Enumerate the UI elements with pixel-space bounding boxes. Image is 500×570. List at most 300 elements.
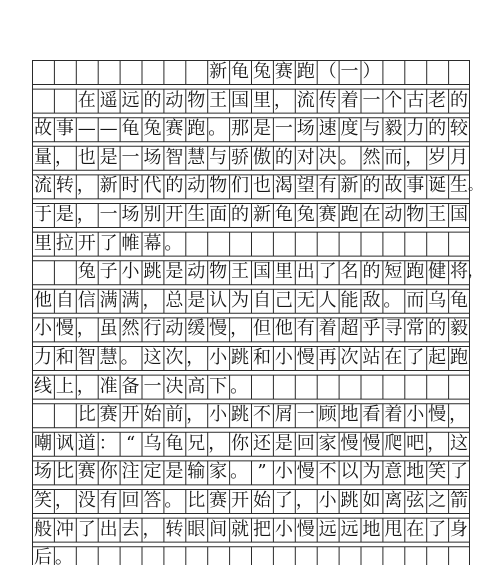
grid-cell: 们 — [231, 175, 250, 197]
grid-cell: ， — [54, 490, 73, 511]
grid-cell: 次 — [165, 347, 184, 368]
grid-cell: ， — [295, 490, 314, 511]
grid-cell — [339, 232, 361, 256]
grid-cell: 龟 — [231, 61, 250, 82]
grid-cell: 不 — [252, 404, 271, 426]
grid-cell: 跑 — [340, 204, 359, 225]
grid-cell: 力 — [406, 118, 425, 140]
grid-cell: 注 — [121, 461, 140, 483]
grid-cell: ， — [449, 404, 468, 426]
grid-cell: 出 — [296, 261, 315, 283]
grid-cell: 。 — [383, 289, 402, 311]
grid-cell: 古 — [406, 89, 425, 111]
grid-cell: 回 — [296, 432, 315, 454]
grid-cell: 别 — [143, 204, 162, 225]
grid-cell: 超 — [340, 318, 359, 340]
grid-cell: 输 — [187, 461, 206, 483]
grid-row — [32, 89, 470, 113]
margin-overflow-char: 。 — [467, 178, 482, 195]
grid-cell: 兔 — [252, 61, 271, 82]
grid-cell: 慢 — [296, 347, 315, 368]
grid-cell: 傲 — [252, 146, 271, 168]
grid-cell: 力 — [33, 347, 52, 368]
grid-cell: 虽 — [99, 318, 118, 340]
grid-cell — [404, 60, 426, 84]
grid-cell: 王 — [428, 204, 447, 225]
grid-cell: ： — [98, 432, 117, 454]
grid-cell: 。 — [54, 547, 73, 569]
grid-cell: 了 — [406, 347, 425, 368]
grid-cell: 比 — [77, 404, 96, 426]
grid-cell: 一 — [143, 375, 162, 397]
grid-cell: 道 — [77, 432, 96, 454]
grid-cell: 代 — [143, 175, 162, 197]
grid-cell: 然 — [121, 318, 140, 340]
grid-cell: 赛 — [165, 118, 184, 140]
grid-cell: 吧 — [406, 432, 425, 454]
grid-cell: 龟 — [165, 432, 184, 454]
grid-cell — [251, 546, 273, 570]
grid-cell — [207, 232, 229, 256]
grid-cell — [404, 546, 426, 570]
grid-cell: 跳 — [143, 261, 162, 283]
grid-cell: — — [99, 118, 118, 140]
grid-cell: 自 — [55, 289, 74, 311]
grid-cell: 自 — [252, 289, 271, 311]
grid-cell: 就 — [231, 518, 250, 540]
grid-cell: 是 — [274, 432, 293, 454]
grid-cell: 看 — [362, 404, 381, 426]
grid-cell — [426, 232, 448, 256]
grid-cell: 于 — [33, 204, 52, 225]
grid-cell: 。 — [230, 375, 249, 397]
grid-cell — [361, 546, 383, 570]
grid-cell: 物 — [209, 261, 228, 283]
grid-cell — [317, 375, 339, 399]
grid-cell: 跑 — [406, 261, 425, 283]
grid-cell — [382, 232, 404, 256]
grid-cell: 以 — [340, 461, 359, 483]
grid-cell: 慢 — [209, 318, 228, 340]
grid-cell: 爬 — [384, 432, 403, 454]
grid-cell — [426, 375, 448, 399]
grid-cell: 岁 — [428, 146, 447, 168]
grid-cell — [120, 60, 142, 84]
grid-cell: 他 — [33, 289, 52, 311]
grid-cell — [426, 546, 448, 570]
grid-cell: 月 — [450, 146, 469, 168]
grid-cell: 赛 — [77, 461, 96, 483]
grid-cell: 生 — [450, 175, 469, 197]
grid-cell: 也 — [252, 175, 271, 197]
grid-cell: 故 — [384, 175, 403, 197]
grid-cell: 人 — [318, 289, 337, 311]
grid-cell: 的 — [428, 118, 447, 140]
grid-cell: 眼 — [187, 518, 206, 540]
grid-cell — [404, 375, 426, 399]
grid-cell: 物 — [187, 89, 206, 111]
grid-row — [32, 317, 470, 341]
grid-cell: 一 — [340, 61, 359, 82]
grid-cell: ， — [186, 404, 205, 426]
grid-cell: 前 — [165, 404, 184, 426]
grid-cell: 是 — [187, 289, 206, 311]
grid-cell: 场 — [121, 204, 140, 225]
grid-cell — [361, 375, 383, 399]
grid-cell: 比 — [187, 490, 206, 511]
grid-cell: 回 — [121, 490, 140, 511]
grid-cell: 赛 — [99, 404, 118, 426]
grid-cell: 与 — [362, 118, 381, 140]
grid-cell — [32, 403, 54, 427]
grid-cell: 远 — [121, 89, 140, 111]
grid-cell: 那 — [231, 118, 250, 140]
grid-cell: 。 — [208, 118, 227, 140]
grid-cell: 慢 — [340, 432, 359, 454]
grid-cell: 慧 — [99, 347, 118, 368]
grid-cell: 下 — [209, 375, 228, 397]
grid-cell — [98, 60, 120, 84]
grid-cell: 满 — [121, 289, 140, 311]
grid-cell: 常 — [406, 318, 425, 340]
grid-cell: 国 — [450, 204, 469, 225]
grid-cell: 新 — [209, 61, 228, 82]
margin-overflow-char — [464, 232, 486, 256]
grid-cell: 故 — [33, 118, 52, 140]
grid-cell: 小 — [274, 347, 293, 368]
grid-cell: ， — [230, 318, 249, 340]
grid-cell: 是 — [99, 146, 118, 168]
grid-cell: 家 — [318, 432, 337, 454]
grid-cell: 笑 — [428, 461, 447, 483]
grid-row — [32, 289, 470, 313]
grid-cell: 开 — [231, 490, 250, 511]
grid-cell: 兔 — [143, 118, 162, 140]
grid-cell — [185, 546, 207, 570]
grid-cell: 笑 — [33, 490, 52, 511]
grid-cell: 动 — [187, 175, 206, 197]
grid-cell: 出 — [99, 518, 118, 540]
grid-cell: 这 — [143, 347, 162, 368]
grid-cell: 个 — [384, 89, 403, 111]
grid-cell: ， — [54, 146, 73, 168]
grid-cell: 量 — [33, 146, 52, 168]
grid-cell: 智 — [77, 347, 96, 368]
grid-cell: 有 — [318, 175, 337, 197]
grid-cell: 乌 — [143, 432, 162, 454]
grid-cell: 国 — [252, 261, 271, 283]
grid-cell: 跳 — [340, 490, 359, 511]
grid-cell: 小 — [209, 347, 228, 368]
grid-cell: 是 — [165, 461, 184, 483]
grid-cell: 赛 — [318, 204, 337, 225]
grid-cell — [229, 546, 251, 570]
grid-cell: 一 — [99, 204, 118, 225]
grid-cell: 地 — [362, 518, 381, 540]
grid-cell: ， — [427, 432, 446, 454]
grid-cell: 拉 — [55, 232, 74, 254]
grid-cell: 缓 — [187, 318, 206, 340]
grid-cell — [426, 60, 448, 84]
grid-cell — [163, 546, 185, 570]
grid-cell: 跑 — [450, 347, 469, 368]
grid-cell: 毅 — [450, 318, 469, 340]
grid-cell: — — [77, 118, 96, 140]
grid-row — [32, 375, 470, 399]
grid-cell: 短 — [384, 261, 403, 283]
grid-cell: 慢 — [362, 432, 381, 454]
manuscript-grid-paper — [32, 60, 482, 569]
grid-cell: 去 — [121, 518, 140, 540]
grid-cell: 不 — [318, 461, 337, 483]
grid-cell: 是 — [252, 118, 271, 140]
grid-cell: 新 — [252, 204, 271, 225]
grid-row — [32, 460, 470, 484]
grid-cell: 但 — [252, 318, 271, 340]
grid-cell: 高 — [187, 375, 206, 397]
grid-cell: 小 — [121, 261, 140, 283]
grid-cell — [317, 232, 339, 256]
grid-cell: 的 — [450, 89, 469, 111]
grid-cell — [382, 60, 404, 84]
grid-cell: 地 — [406, 461, 425, 483]
margin-overflow-char: ， — [467, 264, 482, 281]
grid-cell: 没 — [77, 490, 96, 511]
grid-row — [32, 146, 470, 170]
grid-cell: ， — [405, 146, 424, 168]
grid-cell: 里 — [274, 261, 293, 283]
grid-cell: 在 — [384, 347, 403, 368]
grid-cell — [32, 89, 54, 113]
grid-cell: 的 — [165, 175, 184, 197]
grid-cell: 之 — [428, 490, 447, 511]
grid-cell: 龟 — [450, 289, 469, 311]
grid-row — [32, 260, 482, 284]
grid-row — [32, 403, 470, 427]
grid-cell: 望 — [296, 175, 315, 197]
grid-cell: 动 — [165, 318, 184, 340]
grid-cell: 顾 — [318, 404, 337, 426]
grid-cell: 是 — [165, 261, 184, 283]
grid-cell: 满 — [99, 289, 118, 311]
grid-cell — [207, 546, 229, 570]
grid-cell: 始 — [143, 404, 162, 426]
grid-cell: 兔 — [296, 204, 315, 225]
grid-cell: 次 — [340, 347, 359, 368]
grid-cell: 着 — [318, 318, 337, 340]
grid-cell — [54, 403, 76, 427]
grid-cell — [295, 375, 317, 399]
grid-cell: 一 — [296, 404, 315, 426]
grid-cell: 对 — [296, 146, 315, 168]
grid-cell: ， — [76, 318, 95, 340]
grid-cell: 一 — [274, 118, 293, 140]
grid-cell — [163, 60, 185, 84]
grid-cell — [382, 546, 404, 570]
grid-cell: 能 — [340, 289, 359, 311]
grid-cell: 赛 — [274, 61, 293, 82]
grid-cell: 后 — [33, 547, 52, 569]
grid-cell — [32, 260, 54, 284]
grid-cell: 转 — [165, 518, 184, 540]
grid-cell: 场 — [296, 118, 315, 140]
grid-cell: 健 — [428, 261, 447, 283]
grid-cell: 流 — [296, 89, 315, 111]
grid-cell: 而 — [384, 146, 403, 168]
grid-cell: 地 — [340, 404, 359, 426]
grid-cell — [317, 546, 339, 570]
grid-cell: 一 — [121, 146, 140, 168]
grid-cell: 较 — [450, 118, 469, 140]
grid-cell — [32, 60, 54, 84]
grid-cell: 了 — [318, 261, 337, 283]
grid-cell: 你 — [99, 461, 118, 483]
grid-cell: 赛 — [209, 490, 228, 511]
grid-cell: 小 — [274, 518, 293, 540]
grid-cell: 在 — [362, 204, 381, 225]
grid-cell: 准 — [99, 375, 118, 397]
grid-cell: 动 — [165, 89, 184, 111]
grid-cell — [142, 60, 164, 84]
grid-cell: 而 — [406, 289, 425, 311]
grid-cell: 和 — [252, 347, 271, 368]
grid-cell: 时 — [121, 175, 140, 197]
grid-cell: 无 — [296, 289, 315, 311]
grid-cell: 信 — [77, 289, 96, 311]
grid-cell — [54, 260, 76, 284]
grid-cell: 里 — [252, 89, 271, 111]
grid-cell: 了 — [99, 232, 118, 254]
grid-cell: 箭 — [450, 490, 469, 511]
grid-cell — [185, 232, 207, 256]
grid-cell: 智 — [165, 146, 184, 168]
grid-cell: 寻 — [384, 318, 403, 340]
grid-cell — [54, 89, 76, 113]
grid-row — [32, 203, 470, 227]
grid-cell: ， — [273, 89, 292, 111]
grid-cell: 小 — [318, 490, 337, 511]
grid-cell: 己 — [274, 289, 293, 311]
grid-cell: ， — [76, 204, 95, 225]
grid-cell: 的 — [143, 89, 162, 111]
grid-row — [32, 546, 470, 570]
grid-cell: 跳 — [231, 347, 250, 368]
grid-cell: 跑 — [296, 61, 315, 82]
grid-cell: 传 — [318, 89, 337, 111]
grid-cell: 新 — [340, 175, 359, 197]
grid-row — [32, 518, 470, 542]
grid-cell: 渴 — [274, 175, 293, 197]
grid-cell: 小 — [209, 404, 228, 426]
grid-cell: 开 — [121, 404, 140, 426]
grid-cell — [448, 546, 470, 570]
grid-cell: 动 — [187, 261, 206, 283]
grid-cell: 流 — [33, 175, 52, 197]
grid-cell: 是 — [55, 204, 74, 225]
grid-cell: ， — [186, 347, 205, 368]
grid-cell — [120, 546, 142, 570]
grid-cell — [185, 60, 207, 84]
grid-cell: 如 — [362, 490, 381, 511]
grid-cell: 为 — [362, 461, 381, 483]
grid-cell: 线 — [33, 375, 52, 397]
grid-cell: 事 — [55, 118, 74, 140]
grid-cell: 着 — [340, 89, 359, 111]
grid-cell — [251, 375, 273, 399]
grid-cell — [448, 375, 470, 399]
grid-cell — [251, 232, 273, 256]
grid-cell: 然 — [362, 146, 381, 168]
grid-cell: 冲 — [55, 518, 74, 540]
grid-cell — [76, 60, 98, 84]
grid-cell: 诞 — [428, 175, 447, 197]
grid-row — [32, 432, 470, 456]
grid-cell: 弦 — [406, 490, 425, 511]
grid-cell: 一 — [362, 89, 381, 111]
grid-cell: 。 — [230, 461, 249, 483]
grid-cell: 慢 — [296, 461, 315, 483]
grid-cell: 动 — [384, 204, 403, 225]
grid-cell: 决 — [318, 146, 337, 168]
grid-cell: 了 — [274, 490, 293, 511]
grid-cell — [273, 375, 295, 399]
grid-row — [32, 174, 482, 198]
grid-cell — [361, 232, 383, 256]
grid-cell: ， — [142, 289, 161, 311]
grid-cell: 站 — [362, 347, 381, 368]
grid-cell: ， — [76, 375, 95, 397]
grid-cell — [54, 60, 76, 84]
grid-cell: 与 — [209, 146, 228, 168]
grid-cell: 备 — [121, 375, 140, 397]
grid-cell: 屑 — [274, 404, 293, 426]
grid-cell: 毅 — [384, 118, 403, 140]
grid-row — [32, 489, 470, 513]
grid-cell: ， — [142, 518, 161, 540]
grid-cell: 场 — [33, 461, 52, 483]
grid-row — [32, 60, 470, 84]
grid-cell: 总 — [165, 289, 184, 311]
grid-cell — [295, 546, 317, 570]
grid-row — [32, 232, 470, 256]
grid-cell: 敌 — [362, 289, 381, 311]
grid-cell: 。 — [120, 347, 139, 368]
grid-cell: 答 — [143, 490, 162, 511]
grid-cell: 在 — [406, 518, 425, 540]
grid-cell: （ — [318, 61, 337, 82]
grid-cell: 慢 — [55, 318, 74, 340]
grid-cell: 有 — [99, 490, 118, 511]
grid-cell: 再 — [318, 347, 337, 368]
grid-cell: 定 — [143, 461, 162, 483]
grid-cell: 龟 — [121, 118, 140, 140]
grid-cell: 场 — [143, 146, 162, 168]
grid-cell: ， — [76, 175, 95, 197]
grid-cell: 决 — [165, 375, 184, 397]
grid-cell: ， — [208, 432, 227, 454]
grid-cell: 慢 — [428, 404, 447, 426]
grid-cell: 新 — [99, 175, 118, 197]
grid-cell: 了 — [428, 518, 447, 540]
grid-cell: 家 — [209, 461, 228, 483]
grid-cell: 跑 — [187, 118, 206, 140]
grid-cell: 事 — [406, 175, 425, 197]
grid-cell: 和 — [55, 347, 74, 368]
grid-cell: 开 — [165, 204, 184, 225]
grid-cell — [382, 375, 404, 399]
grid-cell: 名 — [340, 261, 359, 283]
grid-cell: 乎 — [362, 318, 381, 340]
